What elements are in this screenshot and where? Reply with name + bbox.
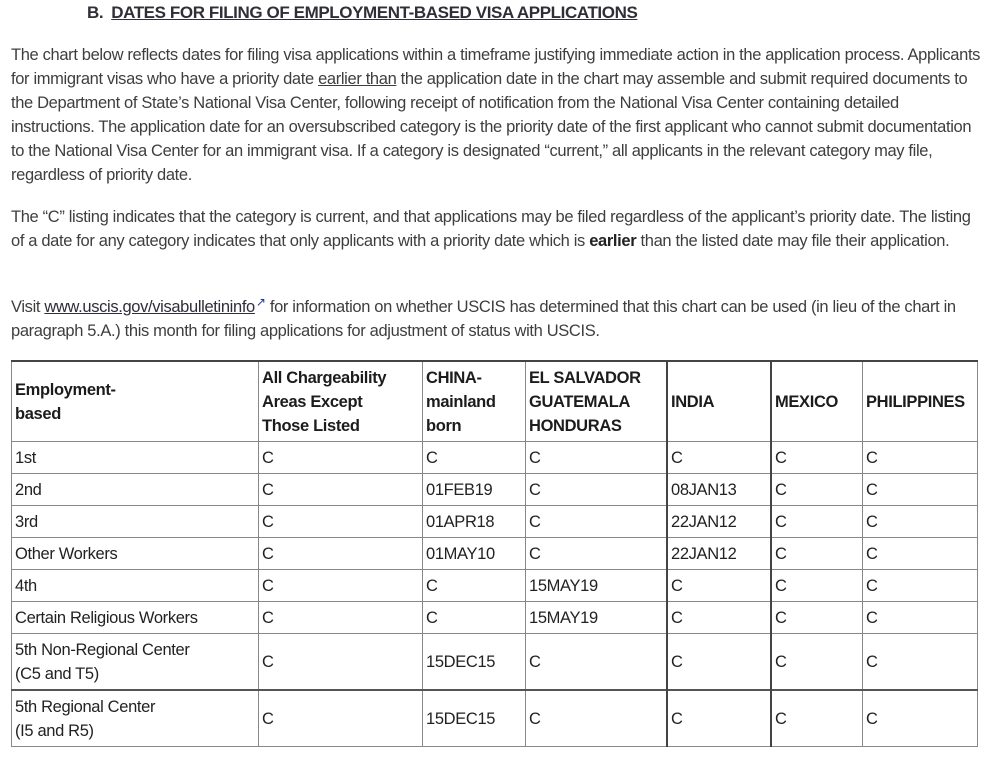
category-label: 4th [15,576,37,595]
category-cell [12,442,259,474]
column-header-china-mainland [423,361,526,442]
date-cell-china-mainland: C [423,570,526,602]
date-cell-mexico: C [771,570,863,602]
date-cell-mexico: C [771,474,863,506]
category-label: 5th Regional Center [15,697,156,716]
category-cell [12,474,259,506]
column-header-all-chargeability [259,361,423,442]
date-cell-china-mainland: 15DEC15 [423,634,526,691]
date-cell-all-chargeability: C [259,634,423,691]
uscis-suffix: for information on whether USCIS has determined that this chart can be used (in lieu of the chart in paragraph 5.A.) this month for filing applications for adjustment of status with USCIS. [11,298,956,340]
category-cell [12,570,259,602]
date-cell-philippines: C [863,442,978,474]
table-row [12,690,978,747]
category-label: 3rd [15,512,38,531]
date-cell-mexico: C [771,602,863,634]
column-header-line: GUATEMALA [529,392,631,411]
date-cell-philippines: C [863,690,978,747]
date-cell-china-mainland: 01FEB19 [423,474,526,506]
date-cell-mexico: C [771,634,863,691]
date-cell-india: C [667,690,771,747]
date-cell-philippines: C [863,474,978,506]
table-row [12,602,978,634]
column-header-line: HONDURAS [529,416,622,435]
table-row [12,538,978,570]
current-bold-text: earlier [589,232,637,250]
date-cell-el-salvador-guatemala-honduras: C [526,538,668,570]
column-header-line: All Chargeability [262,368,387,387]
column-header-line: based [15,404,61,423]
date-cell-china-mainland: C [423,602,526,634]
intro-text-2: the application date in the chart may assemble and submit required documents to the Department of State’s National Visa Center, following receipt of notification from the National Visa Center containing detailed instructions. The application date for an oversubscribed category is the priority date of the first applicant who cannot submit documentation to the National Visa Center for an immigrant visa. If a category is designated “current,” all applicants in the relevant category may file, regardless of priority date. [11,70,972,184]
category-label: 5th Non-Regional Center [15,640,190,659]
category-label: (I5 and R5) [15,721,94,740]
date-cell-philippines: C [863,634,978,691]
date-cell-china-mainland: C [423,442,526,474]
date-cell-india: C [667,570,771,602]
column-header-india [667,361,771,442]
date-cell-el-salvador-guatemala-honduras: C [526,690,668,747]
current-text-2: than the listed date may file their application. [636,232,950,250]
date-cell-all-chargeability: C [259,570,423,602]
intro-paragraph [11,43,986,187]
table-row [12,442,978,474]
date-cell-india: C [667,602,771,634]
table-row [12,474,978,506]
column-header-el-salvador-guatemala-honduras [526,361,668,442]
uscis-prefix: Visit [11,298,45,316]
category-cell [12,506,259,538]
date-cell-all-chargeability: C [259,474,423,506]
intro-underlined-text: earlier than [318,70,397,88]
date-cell-el-salvador-guatemala-honduras: 15MAY19 [526,570,668,602]
column-header-line: mainland [426,392,496,411]
column-header-line: EL SALVADOR [529,368,641,387]
date-cell-el-salvador-guatemala-honduras: C [526,506,668,538]
date-cell-philippines: C [863,602,978,634]
uscis-visabulletin-link[interactable]: www.uscis.gov/visabulletininfo [44,298,255,316]
table-row [12,634,978,691]
column-header-line: INDIA [671,392,715,411]
date-cell-philippines: C [863,506,978,538]
uscis-paragraph [11,295,986,343]
section-title: DATES FOR FILING OF EMPLOYMENT-BASED VISA APPLICATIONS [111,3,638,22]
intro-text-1: The chart below reflects dates for filing visa applications within a timeframe justifying immediate action in the application process. Applicants for immigrant visas who have a priority date [11,46,981,88]
table-row [12,506,978,538]
external-link-icon[interactable]: ↗ [255,294,266,309]
column-header-employment-based [12,361,259,442]
date-cell-mexico: C [771,442,863,474]
category-label: 2nd [15,480,42,499]
date-cell-el-salvador-guatemala-honduras: C [526,442,668,474]
current-text-1: The “C” listing indicates that the category is current, and that applications may be filed regardless of the applicant’s priority date. The listing of a date for any category indicates that only applicants with a priority date which is [11,208,971,250]
date-cell-el-salvador-guatemala-honduras: C [526,474,668,506]
date-cell-china-mainland: 01MAY10 [423,538,526,570]
date-cell-el-salvador-guatemala-honduras: C [526,634,668,691]
category-label: (C5 and T5) [15,664,99,683]
section-number: B. [87,3,104,22]
date-cell-india: 08JAN13 [667,474,771,506]
date-cell-all-chargeability: C [259,690,423,747]
table-row [12,570,978,602]
date-cell-india: C [667,442,771,474]
date-cell-mexico: C [771,690,863,747]
category-label: Other Workers [15,544,118,563]
date-cell-india: 22JAN12 [667,538,771,570]
date-cell-all-chargeability: C [259,506,423,538]
column-header-line: Those Listed [262,416,360,435]
date-cell-india: C [667,634,771,691]
category-cell [12,538,259,570]
date-cell-philippines: C [863,538,978,570]
column-header-line: MEXICO [775,392,838,411]
category-cell [12,690,259,747]
date-cell-china-mainland: 15DEC15 [423,690,526,747]
column-header-line: born [426,416,462,435]
date-cell-all-chargeability: C [259,602,423,634]
date-cell-china-mainland: 01APR18 [423,506,526,538]
column-header-mexico [771,361,863,442]
column-header-line: Areas Except [262,392,363,411]
column-header-philippines [863,361,978,442]
employment-dates-table [11,360,978,747]
section-heading [87,3,637,23]
date-cell-philippines: C [863,570,978,602]
column-header-line: CHINA- [426,368,482,387]
column-header-line: PHILIPPINES [866,392,965,411]
column-header-line: Employment- [15,380,116,399]
date-cell-mexico: C [771,538,863,570]
date-cell-india: 22JAN12 [667,506,771,538]
category-cell [12,602,259,634]
date-cell-all-chargeability: C [259,538,423,570]
date-cell-mexico: C [771,506,863,538]
date-cell-el-salvador-guatemala-honduras: 15MAY19 [526,602,668,634]
table-header-row [12,361,978,442]
category-label: Certain Religious Workers [15,608,198,627]
date-cell-all-chargeability: C [259,442,423,474]
current-listing-paragraph [11,205,986,253]
category-label: 1st [15,448,36,467]
category-cell [12,634,259,691]
